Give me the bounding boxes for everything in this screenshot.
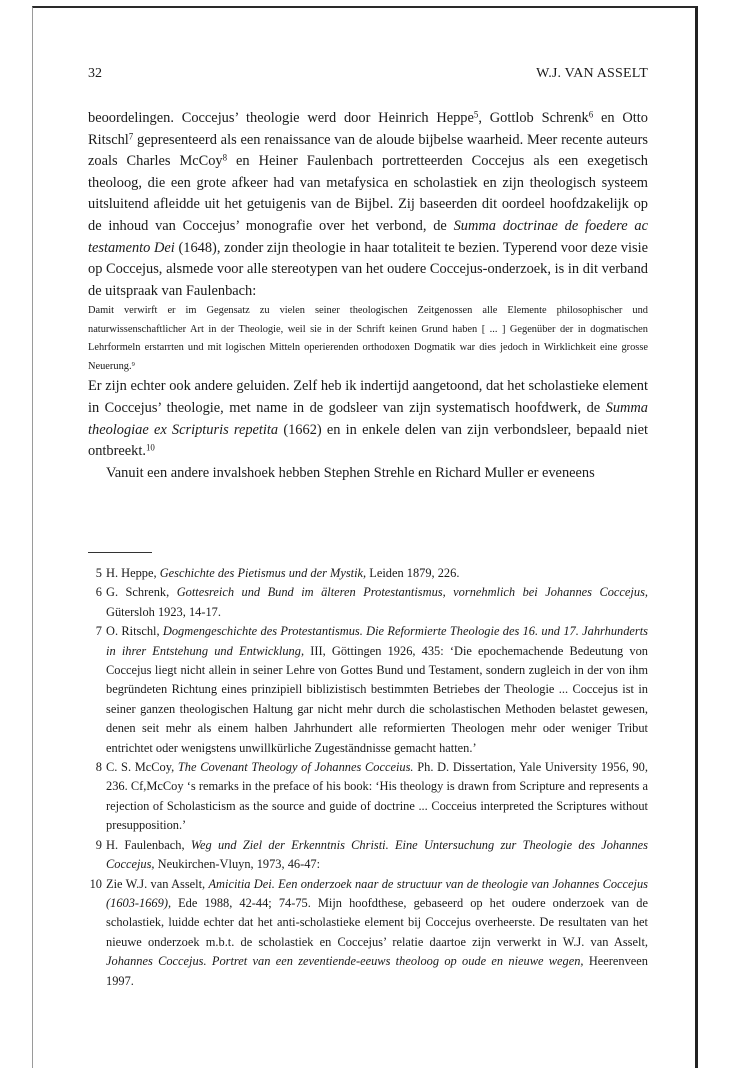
text-run: beoordelingen. Coccejus’ theologie werd door Heinrich Heppe [88, 110, 474, 126]
text-run: Neukirchen-Vluyn, 1973, 46-47: [154, 857, 321, 872]
page-number: 32 [88, 66, 102, 81]
text-run: Leiden 1879, 226. [366, 566, 460, 580]
footnote-number: 10 [89, 876, 102, 891]
footnote-ref-7[interactable]: 7 [128, 131, 134, 142]
work-title: Summa doctrinae de foedere ac testamento Dei [88, 217, 648, 256]
footnote-9 [88, 836, 648, 875]
text-run: C. S. McCoy, [106, 760, 178, 775]
text-run: H. Faulenbach, [106, 837, 191, 852]
text-run: H. Heppe, [106, 566, 160, 580]
text-run: en Otto Ritschl [88, 110, 648, 148]
quote-text: Damit verwirft er im Gegensatz zu vielen seiner theologischen Zeitgenossen alle Elemente philosophischer und naturwissenschaftlicher Art in der Theologie, weil sie in der Schrift keinen Grund haben [ ... ] Gegenüber der in dogmatischen Lehrformeln erstarrten und mit logischen Mitteln operierenden orthodoxen Dogmatik war dies jedoch in Wirklichkeit eine grosse Neuerung. [88, 305, 648, 372]
body-paragraph-3: Vanuit een andere invalshoek hebben Stephen Strehle en Richard Muller er eveneens [106, 464, 595, 481]
footnote-ref-10[interactable]: 10 [145, 442, 155, 453]
text-run: Ede 1988, 42-44; 74-75. Mijn hoofdthese, gebaseerd op het oudere onderzoek van de scholastiek, luidde echter dat het anti-scholastieke element bij Coccejus overheerste. De resultaten van het nieuwe onderzoek m.b.t. de scholastiek en Coccejus’ relatie daartoe zijn verwerkt in W.J. van Asselt, [106, 895, 648, 949]
citation-title: Dogmengeschichte des Protestantismus. Die Reformierte Theologie des 16. und 17. Jahrhunderts in ihrer Entstehung und Entwicklung, [106, 624, 648, 658]
citation-title: Amicitia Dei. Een onderzoek naar de structuur van de theologie van Johannes Coccejus (1603-1669), [106, 876, 648, 910]
running-head: W.J. VAN ASSELT [536, 66, 648, 81]
text-run: Ph. D. Dissertation, Yale University 1956, 90, 236. Cf,McCoy ‘s remarks in the preface of his book: ‘His theology is drawn from Scripture and represents a rejection of Scholasticism as the source and guide of doctrine ... Cocceius interpreted the Scriptures without presupposition.’ [106, 760, 648, 833]
footnote-number: 9 [95, 837, 102, 852]
citation-title: The Covenant Theology of Johannes Cocceius. [177, 760, 414, 775]
footnote-number: 8 [95, 760, 102, 775]
footnote-6 [88, 583, 648, 622]
footnote-number: 5 [95, 566, 102, 580]
text-run: Gütersloh 1923, 14-17. [106, 604, 221, 619]
footnote-number: 6 [95, 585, 102, 600]
text-run: Er zijn echter ook andere geluiden. Zelf heb ik indertijd aangetoond, dat het scholastieke element in Coccejus’ theologie, met name in de godsleer van zijn systematisch hoofdwerk, de [88, 378, 648, 416]
citation-title: Gottesreich und Bund im älteren Protestantismus, vornehmlich bei Johannes Coccejus, [176, 585, 648, 600]
citation-title: Weg und Ziel der Erkenntnis Christi. Eine Untersuchung zur Theologie des Johannes Coccejus, [106, 837, 649, 872]
footnote-number: 7 [95, 624, 102, 639]
text-run: en Heiner Faulenbach portretteerden Coccejus als een exegetisch theoloog, die een grote afkeer had van metafysica en scholastiek en zijn theologisch systeem uitsluitend afleidde uit het getuigenis van de Bijbel. Zij baseerden dit oordeel hoofdzakelijk op de inhoud van Coccejus’ monografie over het verbond, de [88, 153, 648, 234]
footnote-10 [88, 875, 648, 991]
footnote-ref-5[interactable]: 5 [473, 109, 479, 120]
footnote-7 [88, 622, 648, 758]
footnote-ref-6[interactable]: 6 [588, 109, 594, 120]
text-run: gepresenteerd als een renaissance van de aloude bijbelse waarheid. Meer recente auteurs zoals Charles McCoy [88, 131, 648, 170]
citation-title: Johannes Coccejus. Portret van een zeventiende-eeuws theoloog op oude en nieuwe wegen, [106, 954, 584, 969]
body-text [88, 108, 648, 484]
text-run: Heerenveen 1997. [106, 954, 648, 988]
body-paragraph-1 [88, 108, 648, 302]
text-run: (1648), zonder zijn theologie in haar totaliteit te bezien. Typerend voor deze visie op Coccejus, alsmede voor alle stereotypen van het oudere Coccejus-onderzoek, is in dit verband de uitspraak van Faulenbach: [88, 239, 648, 299]
block-quote [88, 302, 648, 376]
text-run: Zie W.J. van Asselt, [106, 876, 209, 891]
body-paragraph-2 [88, 376, 648, 462]
work-title: Summa theologiae ex Scripturis repetita [88, 399, 648, 438]
text-run: , Gottlob Schrenk [478, 110, 589, 126]
footnotes [88, 564, 648, 991]
footnote-5 [88, 564, 648, 583]
footnote-separator [88, 552, 152, 553]
text-run: (1662) en in enkele delen van zijn verbondsleer, bepaald niet ontbreekt. [88, 421, 649, 460]
text-run: III, Göttingen 1926, 435: ‘Die epochemachende Bedeutung von Coccejus liegt nicht allein in seiner Lehre von Gottes Bund und Testament, sondern zugleich in der von ihm begründeten Richtung eines prinzipiell biblizistisch bestimmten Betriebes der Theologie ... Coccejus ist in seiner ganzen theologischen Haltung gar nicht mehr durch die scholastischen Methoden belastet gewesen, denen seit mehr als einem halben Jahrhundert alle reformierten Theologen mehr oder weniger Tribut entrichtet oder wenigstens unwillkürliche Zugeständnisse gemacht hatten.’ [106, 643, 648, 755]
text-run: G. Schrenk, [106, 585, 177, 600]
text-run: O. Ritschl, [106, 624, 163, 639]
page-header [88, 66, 648, 84]
footnote-ref-9[interactable]: 9 [131, 360, 135, 368]
footnote-8 [88, 758, 648, 836]
citation-title: Geschichte des Pietismus und der Mystik, [159, 566, 367, 580]
footnote-ref-8[interactable]: 8 [222, 152, 228, 163]
